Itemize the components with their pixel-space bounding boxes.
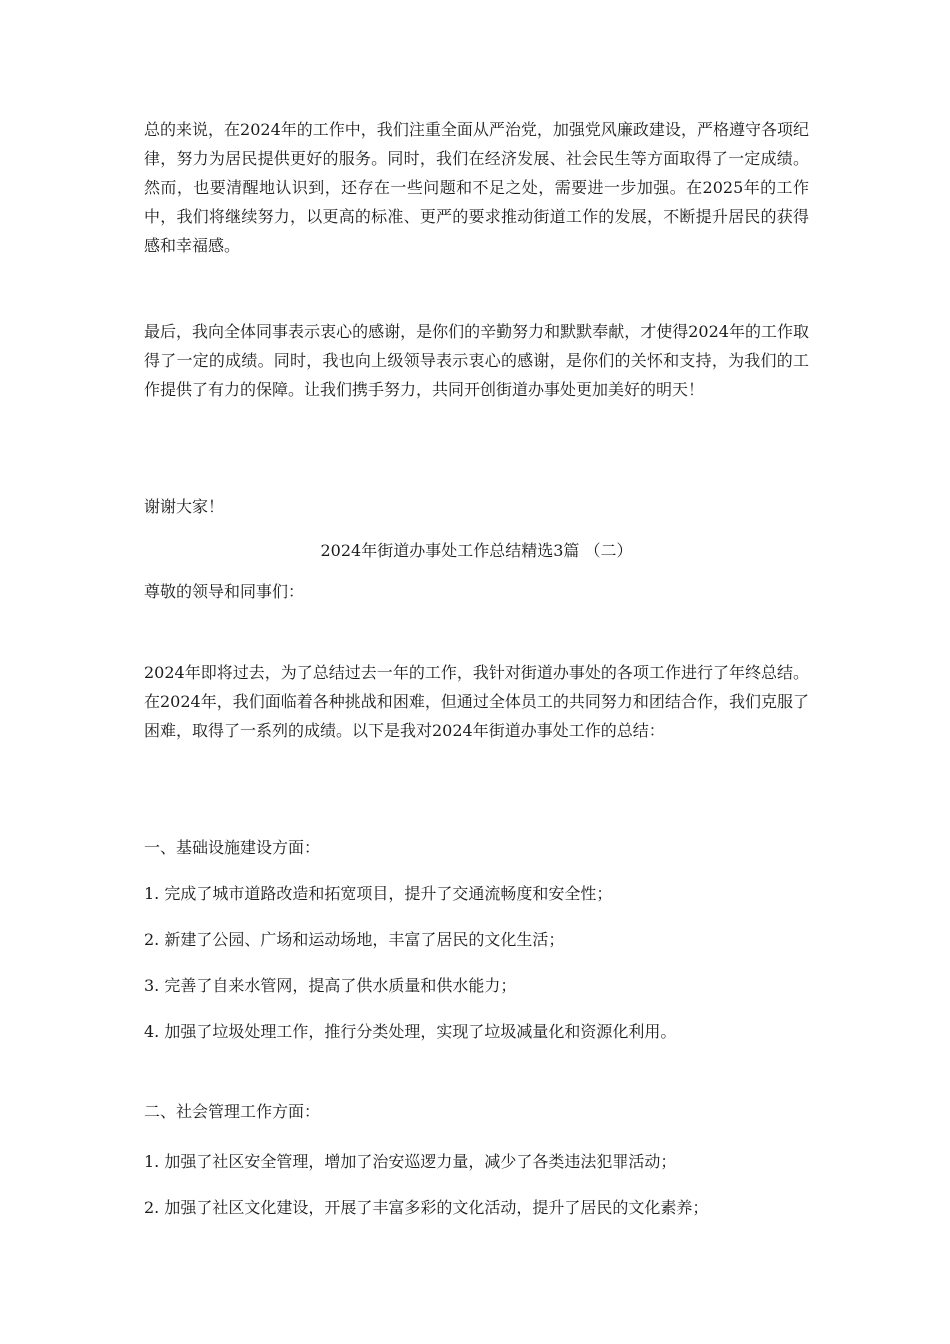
section2-heading: 二、社会管理工作方面： [144,1102,321,1121]
list-item: 4. 加强了垃圾处理工作，推行分类处理，实现了垃圾减量化和资源化利用。 [144,1022,677,1041]
closing-thanks: 谢谢大家！ [144,497,225,516]
summary-paragraph: 总的来说，在2024年的工作中，我们注重全面从严治党，加强党风廉政建设，严格遵守各项纪律，努力为居民提供更好的服务。同时，我们在经济发展、社会民生等方面取得了一定成绩。然而，也要清醒地认识到，还存在一些问题和不足之处，需要进一步加强。在2025年的工作中，我们将继续努力，以更高的标准、更严的要求推动街道工作的发展，不断提升居民的获得感和幸福感。 [144,120,809,255]
section-title: 2024年街道办事处工作总结精选3篇 （二） [320,541,633,560]
list-item: 2. 加强了社区文化建设，开展了丰富多彩的文化活动，提升了居民的文化素养； [144,1198,709,1217]
acknowledgement-paragraph: 最后，我向全体同事表示衷心的感谢，是你们的辛勤努力和默默奉献，才使得2024年的工作取得了一定的成绩。同时，我也向上级领导表示衷心的感谢，是你们的关怀和支持，为我们的工作提供了有力的保障。让我们携手努力，共同开创街道办事处更加美好的明天！ [144,322,809,399]
greeting: 尊敬的领导和同事们： [144,582,305,601]
list-item: 3. 完善了自来水管网，提高了供水质量和供水能力； [144,976,517,995]
list-item: 1. 加强了社区安全管理，增加了治安巡逻力量，减少了各类违法犯罪活动； [144,1152,677,1171]
list-item: 1. 完成了城市道路改造和拓宽项目，提升了交通流畅度和安全性； [144,884,613,903]
section1-heading: 一、基础设施建设方面： [144,838,321,857]
intro-paragraph: 2024年即将过去，为了总结过去一年的工作，我针对街道办事处的各项工作进行了年终总结。在2024年，我们面临着各种挑战和困难，但通过全体员工的共同努力和团结合作，我们克服了困难，取得了一系列的成绩。以下是我对2024年街道办事处工作的总结： [144,663,809,740]
list-item: 2. 新建了公园、广场和运动场地，丰富了居民的文化生活； [144,930,565,949]
